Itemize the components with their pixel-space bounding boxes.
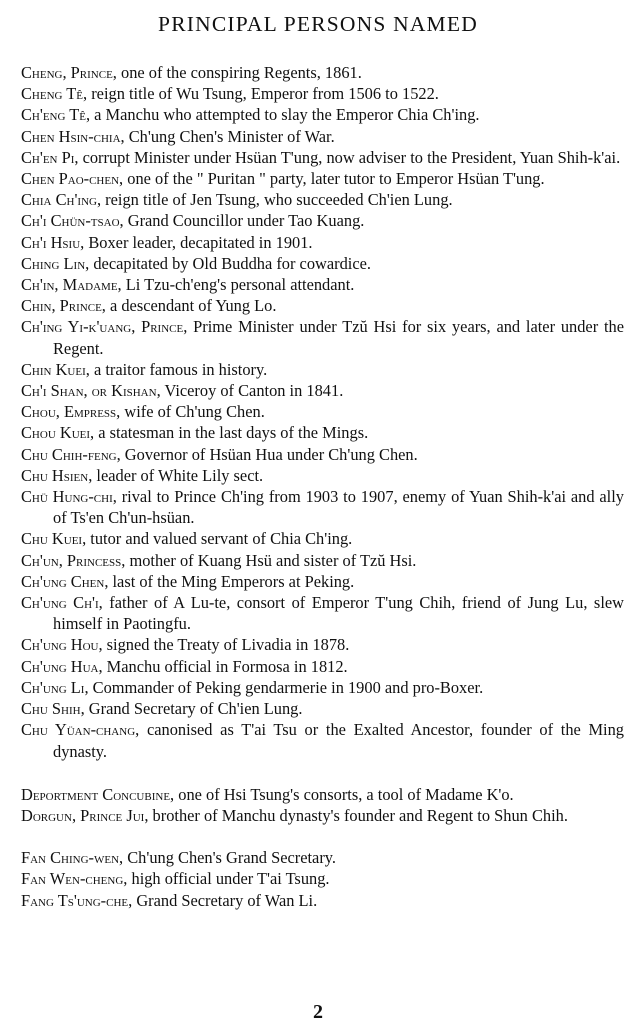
person-name: Dorgun, Prince Jui xyxy=(21,805,145,825)
person-description: , a statesman in the last days of the Mings. xyxy=(90,423,369,443)
list-item xyxy=(21,210,624,231)
person-name: Ch'ung Chen xyxy=(21,571,105,591)
person-name: Chu Hsien xyxy=(21,465,89,485)
person-description: , tutor and valued servant of Chia Ch'ing. xyxy=(82,529,353,549)
list-item xyxy=(21,698,624,719)
page-title: PRINCIPAL PERSONS NAMED xyxy=(158,12,478,36)
person-name: Fan Wen-cheng xyxy=(21,869,124,889)
group-spacer xyxy=(21,826,624,847)
list-item xyxy=(21,401,624,422)
list-item xyxy=(21,719,624,761)
person-name: Ching Lin xyxy=(21,253,86,273)
list-item xyxy=(21,422,624,443)
list-item xyxy=(21,444,624,465)
person-description: , wife of Ch'ung Chen. xyxy=(116,402,265,422)
person-name: Ch'i Hsiu xyxy=(21,232,81,252)
person-name: Chen Hsin-chia xyxy=(21,126,121,146)
list-item xyxy=(21,656,624,677)
person-name: Ch'i Shan, or Kishan xyxy=(21,381,157,401)
person-description: , mother of Kuang Hsü and sister of Tzŭ Hsi. xyxy=(121,550,417,570)
person-name: Chü Hung-chi xyxy=(21,487,113,507)
list-item xyxy=(21,847,624,868)
group-spacer xyxy=(21,762,624,784)
person-name: Chin Kuei xyxy=(21,359,86,379)
person-name: Ch'ung Hou xyxy=(21,635,99,655)
person-name: Ch'i Chün-tsao xyxy=(21,211,120,231)
person-description: , one of the conspiring Regents, 1861. xyxy=(112,63,362,82)
person-name: Chu Kuei xyxy=(21,529,83,549)
person-name: Ch'in, Madame xyxy=(21,275,118,295)
person-description: , reign title of Wu Tsung, Emperor from 1506 to 1522. xyxy=(83,84,439,104)
person-name: Chou Kuei xyxy=(21,423,91,443)
person-description: , last of the Ming Emperors at Peking. xyxy=(104,571,355,591)
person-name: Chia Ch'ing xyxy=(21,190,97,210)
list-item xyxy=(21,232,624,253)
person-name: Ch'ung Li xyxy=(21,677,85,697)
list-item xyxy=(21,253,624,274)
person-description: , Governor of Hsüan Hua under Ch'ung Chen. xyxy=(116,444,418,464)
list-item xyxy=(21,83,624,104)
list-item xyxy=(21,359,624,380)
person-description: , reign title of Jen Tsung, who succeeded Ch'ien Lung. xyxy=(96,190,453,210)
list-item xyxy=(21,890,624,911)
list-item xyxy=(21,634,624,655)
list-item xyxy=(21,168,624,189)
list-item xyxy=(21,571,624,592)
list-item xyxy=(21,486,624,528)
list-item xyxy=(21,316,624,358)
person-name: Chu Yüan-chang xyxy=(21,720,136,740)
person-name: Cheng Tê xyxy=(21,84,84,104)
person-name: Chu Shih xyxy=(21,699,81,719)
person-name: Fan Ching-wen xyxy=(21,848,120,868)
list-item xyxy=(21,62,624,83)
person-name: Ch'ung Hua xyxy=(21,656,99,676)
person-description: , a Manchu who attempted to slay the Emperor Chia Ch'ing. xyxy=(85,105,480,125)
person-description: , Li Tzu-ch'eng's personal attendant. xyxy=(117,275,355,295)
list-item xyxy=(21,805,624,826)
person-name: Ch'un, Princess xyxy=(21,550,122,570)
person-description: , high official under T'ai Tsung. xyxy=(123,869,330,889)
person-description: , one of Hsi Tsung's consorts, a tool of Madame K'o. xyxy=(170,784,514,804)
person-description: , signed the Treaty of Livadia in 1878. xyxy=(98,635,350,655)
person-name: Ch'ung Ch'i xyxy=(21,593,99,613)
person-description: , brother of Manchu dynasty's founder and Regent to Shun Chih. xyxy=(144,805,568,825)
list-item xyxy=(21,104,624,125)
person-description: , Commander of Peking gendarmerie in 1900 and pro-Boxer. xyxy=(84,677,484,697)
person-description: , Grand Secretary of Ch'ien Lung. xyxy=(80,699,303,719)
page-number: 2 xyxy=(313,1001,323,1023)
person-description: , Viceroy of Canton in 1841. xyxy=(156,381,344,401)
person-name: Ch'eng Tê xyxy=(21,105,86,125)
person-description: , Grand Secretary of Wan Li. xyxy=(128,890,318,910)
person-name: Chen Pao-chen xyxy=(21,169,120,189)
person-description: , father of A Lu-te, consort of Emperor T'ung Chih, friend of Jung Lu, slew himself in Paotingfu. xyxy=(53,593,624,634)
list-item xyxy=(21,295,624,316)
person-description: , one of the " Puritan " party, later tutor to Emperor Hsüan T'ung. xyxy=(119,169,545,189)
person-description: , corrupt Minister under Hsüan T'ung, now adviser to the President, Yuan Shih-k'ai. xyxy=(74,147,621,167)
person-name: Ch'en Pi xyxy=(21,147,75,167)
person-description: , Boxer leader, decapitated in 1901. xyxy=(80,232,313,252)
person-name: Cheng, Prince xyxy=(21,63,113,82)
list-item xyxy=(21,550,624,571)
person-description: , Manchu official in Formosa in 1812. xyxy=(98,656,348,676)
person-name: Fang Ts'ung-che xyxy=(21,890,129,910)
list-item xyxy=(21,126,624,147)
person-description: , Grand Councillor under Tao Kuang. xyxy=(119,211,365,231)
list-item xyxy=(21,274,624,295)
person-name: Chou, Empress xyxy=(21,402,117,422)
person-description: , rival to Prince Ch'ing from 1903 to 1907, enemy of Yuan Shih-k'ai and ally of Ts'en Ch'un-hsüan. xyxy=(53,487,624,528)
person-description: , a descendant of Yung Lo. xyxy=(101,296,277,316)
persons-list xyxy=(21,62,624,911)
list-item xyxy=(21,380,624,401)
person-description: , Ch'ung Chen's Minister of War. xyxy=(120,126,335,146)
list-item xyxy=(21,784,624,805)
person-name: Chu Chih-feng xyxy=(21,444,117,464)
list-item xyxy=(21,465,624,486)
person-name: Chin, Prince xyxy=(21,296,102,316)
person-name: Deportment Concubine xyxy=(21,784,171,804)
person-description: , a traitor famous in history. xyxy=(85,359,268,379)
person-description: , Ch'ung Chen's Grand Secretary. xyxy=(119,848,337,868)
list-item xyxy=(21,677,624,698)
person-description: , decapitated by Old Buddha for cowardice. xyxy=(85,253,371,273)
person-description: , canonised as T'ai Tsu or the Exalted Ancestor, founder of the Ming dynasty. xyxy=(53,720,624,761)
person-description: , leader of White Lily sect. xyxy=(88,465,264,485)
list-item xyxy=(21,868,624,889)
person-description: , Prime Minister under Tzŭ Hsi for six years, and later under the Regent. xyxy=(53,317,624,358)
list-item xyxy=(21,592,624,634)
list-item xyxy=(21,147,624,168)
list-item xyxy=(21,528,624,549)
person-name: Ch'ing Yi-k'uang, Prince xyxy=(21,317,184,337)
list-item xyxy=(21,189,624,210)
